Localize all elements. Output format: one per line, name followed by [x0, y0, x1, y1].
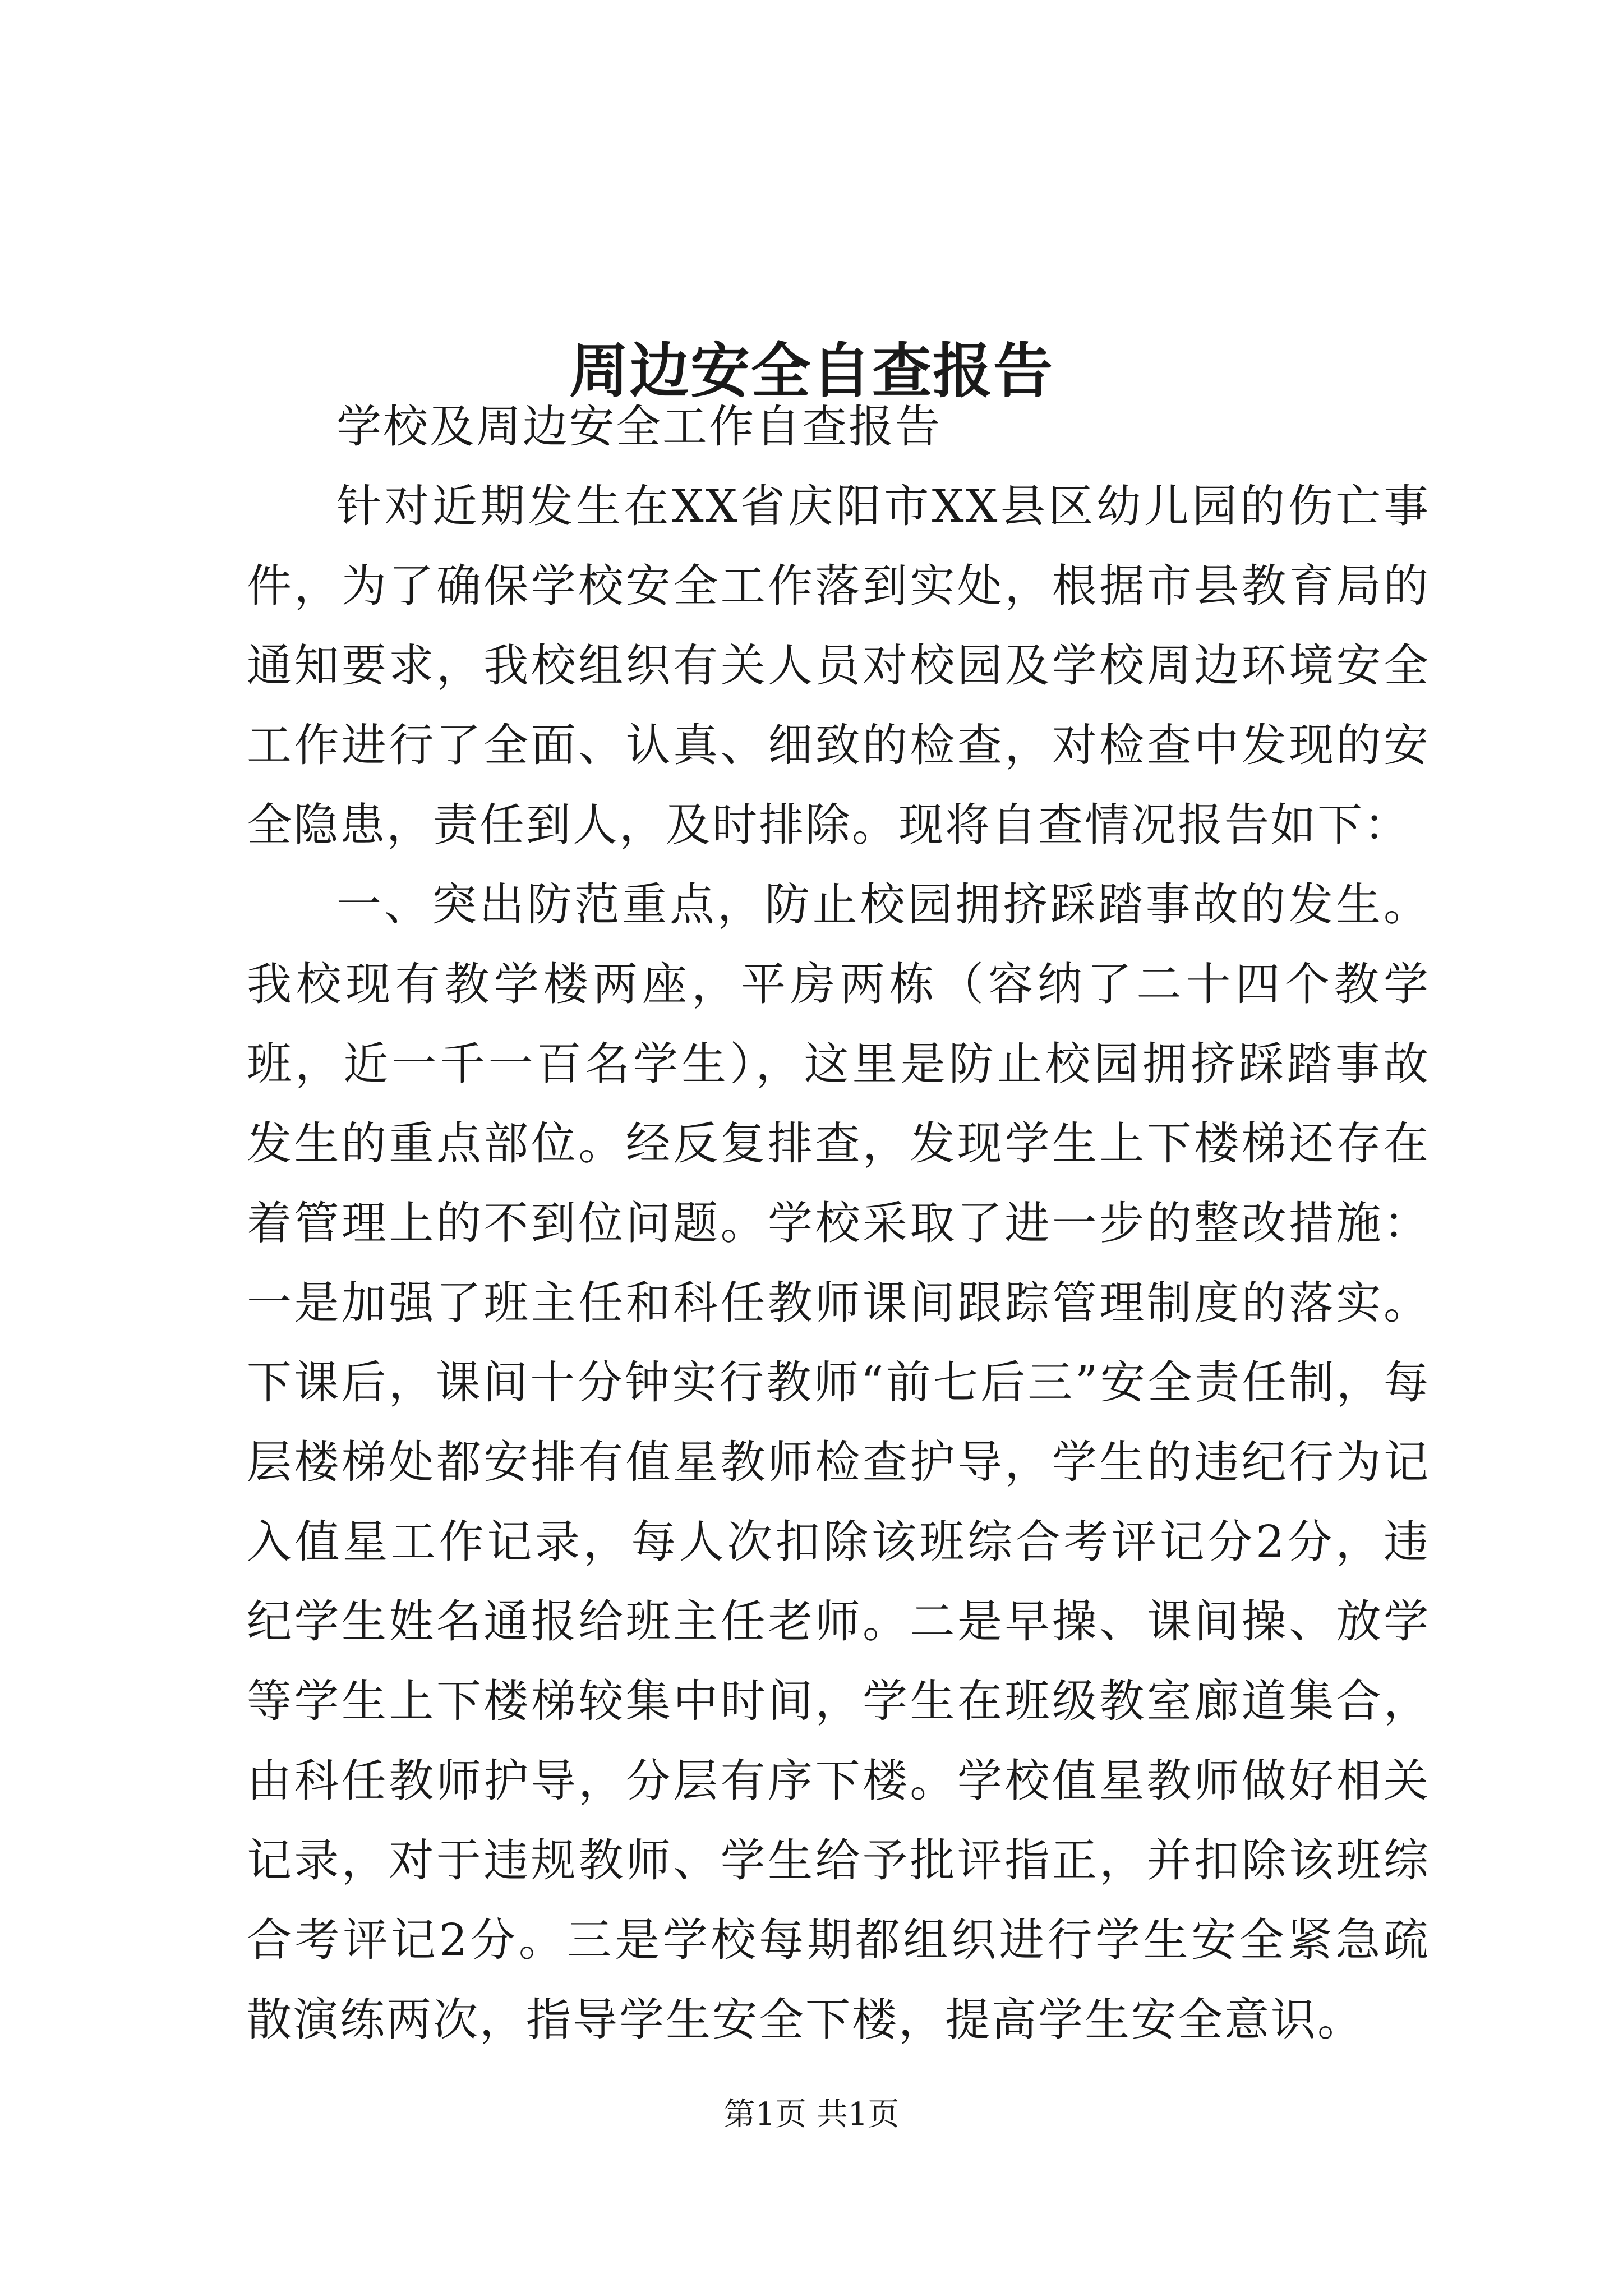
paragraph-section-1: 一、突出防范重点，防止校园拥挤踩踏事故的发生。我校现有教学楼两座，平房两栋（容纳了二十四个教学班，近一千一百名学生），这里是防止校园拥挤踩踏事故发生的重点部位。经反复排查，发现学生上下楼梯还存在着管理上的不到位问题。学校采取了进一步的整改措施：一是加强了班主任和科任教师课间跟踪管理制度的落实。下课后，课间十分钟实行教师“前七后三”安全责任制，每层楼梯处都安排有值星教师检查护导，学生的违纪行为记入值星工作记录，每人次扣除该班综合考评记分2分，违纪学生姓名通报给班主任老师。二是早操、课间操、放学等学生上下楼梯较集中时间，学生在班级教室廊道集合，由科任教师护导，分层有序下楼。学校值星教师做好相关记录，对于违规教师、学生给予批评指正，并扣除该班综合考评记2分。三是学校每期都组织进行学生安全紧急疏散演练两次，指导学生安全下楼，提高学生安全意识。: [247, 878, 1430, 2046]
document-body: [247, 387, 1430, 2060]
page-footer: 第1页 共1页: [723, 2096, 900, 2133]
paragraph-intro: 针对近期发生在XX省庆阳市XX县区幼儿园的伤亡事件，为了确保学校安全工作落到实处，根据市县教育局的通知要求，我校组织有关人员对校园及学校周边环境安全工作进行了全面、认真、细致的检查，对检查中发现的安全隐患，责任到人，及时排除。现将自查情况报告如下：: [247, 480, 1430, 851]
document-subtitle: 学校及周边安全工作自查报告: [336, 401, 942, 453]
document-title: 周边安全自查报告: [569, 335, 1054, 406]
